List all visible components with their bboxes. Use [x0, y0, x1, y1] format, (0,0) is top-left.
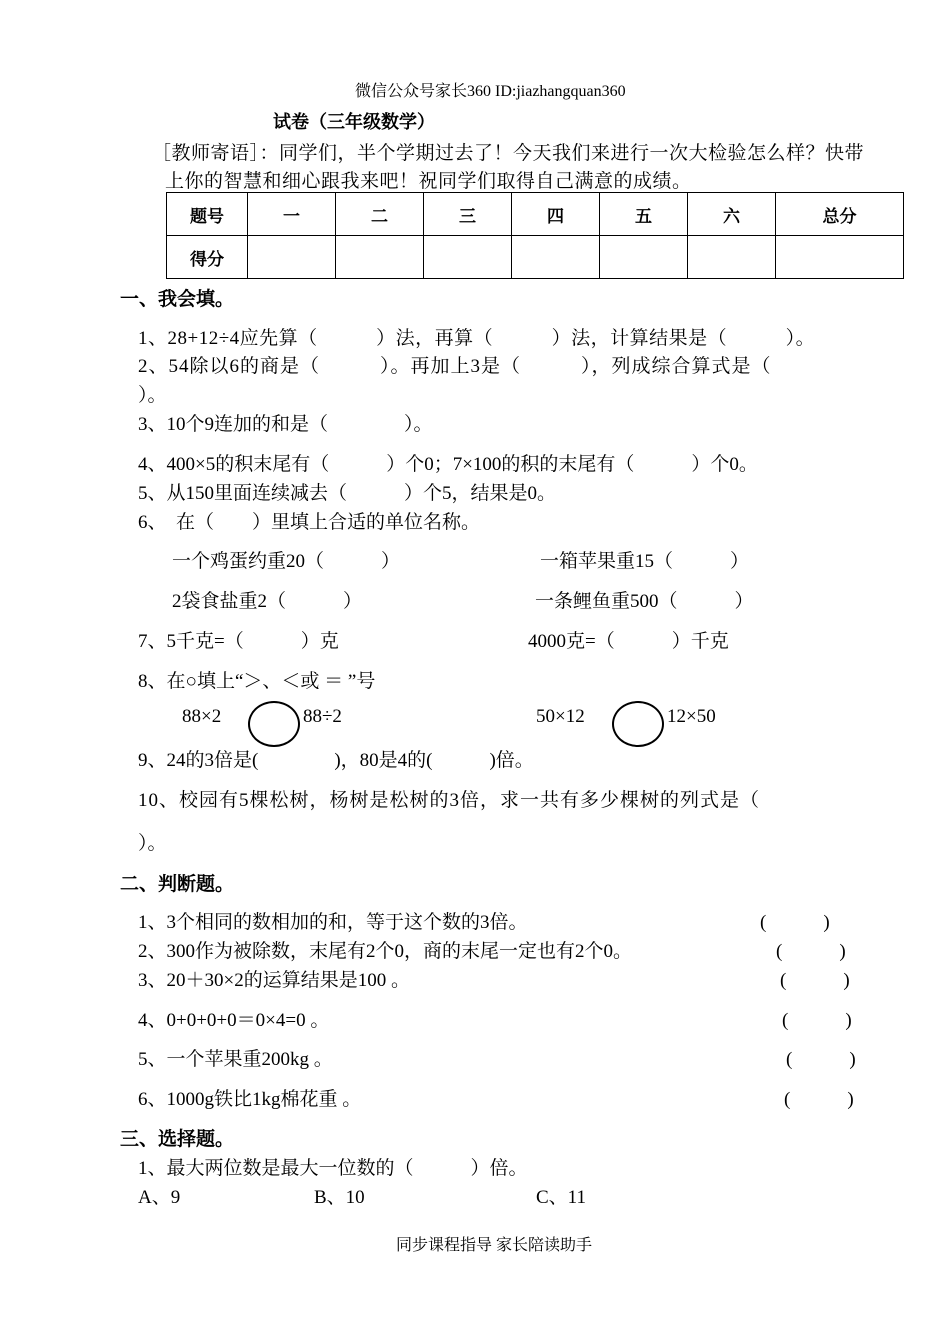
score-cell[interactable]	[248, 236, 336, 279]
s1-q5: 5、从150里面连续减去（ ）个5，结果是0。	[138, 483, 557, 504]
section3-title: 三、选择题。	[120, 1128, 235, 1150]
header-cell: 总分	[776, 193, 904, 236]
s1-q2a: 2、54除以6的商是（ ）。再加上3是（ ），列成综合算式是（	[138, 356, 772, 377]
s2-item-2-bracket: ( )	[776, 941, 846, 962]
score-table-score-row	[167, 236, 904, 279]
s1-q7b: 4000克=（ ）千克	[528, 631, 729, 652]
s3-option-c: C、11	[536, 1187, 586, 1208]
s2-item-2: 2、300作为被除数，末尾有2个0，商的末尾一定也有2个0。	[138, 941, 633, 962]
s2-item-1-bracket: ( )	[760, 912, 830, 933]
compare-circle-left[interactable]	[248, 701, 300, 747]
s3-option-b: B、10	[314, 1187, 365, 1208]
header-cell: 二	[336, 193, 424, 236]
header-cell: 六	[688, 193, 776, 236]
section1-title: 一、我会填。	[120, 288, 235, 310]
score-cell[interactable]	[688, 236, 776, 279]
s1-q6-egg: 一个鸡蛋约重20（ ）	[172, 551, 401, 572]
s2-item-6: 6、1000g铁比1kg棉花重 。	[138, 1089, 362, 1110]
exam-title: 试卷（三年级数学）	[273, 112, 435, 133]
score-cell[interactable]	[512, 236, 600, 279]
header-cell: 三	[424, 193, 512, 236]
s2-item-5-bracket: ( )	[786, 1049, 856, 1070]
s1-q10b: ）。	[138, 833, 167, 854]
compare-circle-right[interactable]	[612, 701, 664, 747]
s1-q9: 9、24的3倍是( )，80是4的( )倍。	[138, 750, 534, 771]
teacher-note-line1: ［教师寄语］：同学们，半个学期过去了！今天我们来进行一次大检验怎么样？快带	[152, 143, 865, 164]
s1-q6: 6、 在（ ）里填上合适的单位名称。	[138, 512, 481, 533]
section2-title: 二、判断题。	[120, 873, 235, 895]
teacher-note-line2: 上你的智慧和细心跟我来吧！祝同学们取得自己满意的成绩。	[165, 171, 692, 192]
header-cell: 四	[512, 193, 600, 236]
s1-q3: 3、10个9连加的和是（ ）。	[138, 414, 433, 435]
s1-q6-apple: 一箱苹果重15（ ）	[540, 551, 750, 572]
score-table-header-row	[167, 193, 904, 236]
score-cell[interactable]	[776, 236, 904, 279]
page-footer: 同步课程指导 家长陪读助手	[396, 1237, 593, 1254]
s2-item-6-bracket: ( )	[784, 1089, 854, 1110]
s1-q4: 4、400×5的积末尾有（ ）个0；7×100的积的末尾有（ ）个0。	[138, 454, 758, 475]
page-header: 微信公众号家长360 ID:jiazhangquan360	[355, 83, 626, 100]
score-table	[166, 192, 904, 279]
s3-q1: 1、最大两位数是最大一位数的（ ）倍。	[138, 1158, 528, 1179]
s2-item-3-bracket: ( )	[780, 970, 850, 991]
s1-q8-left-expr2: 88÷2	[303, 706, 342, 727]
s1-q6-salt: 2袋食盐重2（ ）	[172, 591, 363, 612]
s1-q10a: 10、校园有5棵松树，杨树是松树的3倍，求一共有多少棵树的列式是（	[138, 790, 761, 811]
s1-q2b: ）。	[138, 385, 167, 406]
s1-q8-right-expr1: 50×12	[536, 706, 585, 727]
score-cell[interactable]	[600, 236, 688, 279]
s1-q8: 8、在○填上“＞、＜或 ＝ ”号	[138, 671, 376, 692]
s1-q7a: 7、5千克=（ ）克	[138, 631, 339, 652]
s1-q8-right-expr2: 12×50	[667, 706, 716, 727]
s1-q1: 1、28+12÷4应先算（ ）法，再算（ ）法，计算结果是（ ）。	[138, 328, 816, 349]
s2-item-4-bracket: ( )	[782, 1010, 852, 1031]
header-cell: 一	[248, 193, 336, 236]
s1-q8-left-expr1: 88×2	[182, 706, 222, 727]
s2-item-3: 3、20＋30×2的运算结果是100 。	[138, 970, 410, 991]
s1-q6-carp: 一条鲤鱼重500（ ）	[535, 591, 754, 612]
header-cell: 题号	[167, 193, 248, 236]
s3-option-a: A、9	[138, 1187, 181, 1208]
s2-item-1: 1、3个相同的数相加的和，等于这个数的3倍。	[138, 912, 528, 933]
score-cell[interactable]	[336, 236, 424, 279]
score-cell[interactable]	[424, 236, 512, 279]
header-cell: 五	[600, 193, 688, 236]
s2-item-5: 5、一个苹果重200kg 。	[138, 1049, 333, 1070]
s2-item-4: 4、0+0+0+0＝0×4=0 。	[138, 1010, 330, 1031]
score-row-label: 得分	[167, 236, 248, 279]
